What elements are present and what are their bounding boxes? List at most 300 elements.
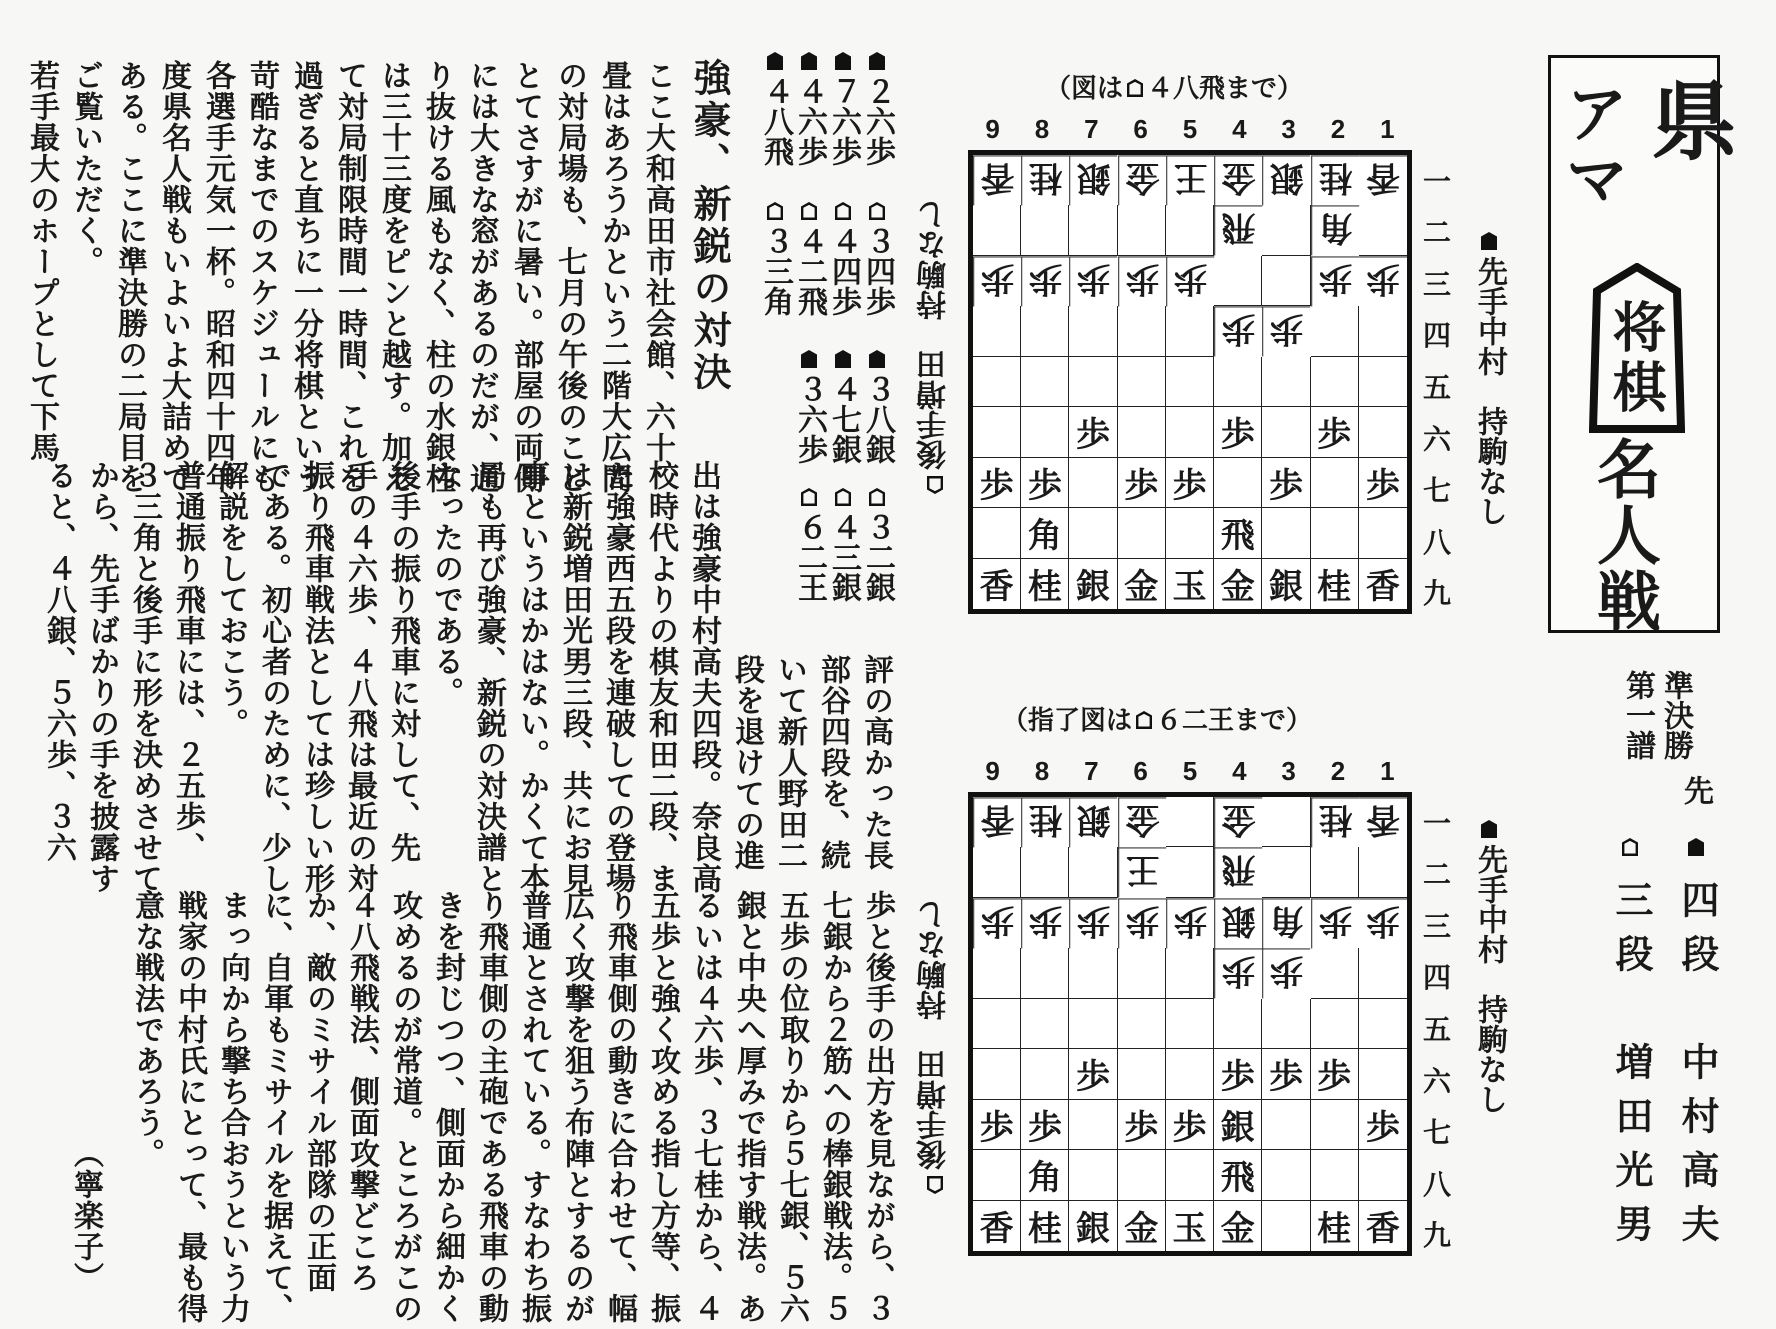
article-column: 後手の振り飛車に対して、先 — [385, 460, 420, 863]
board-square — [1166, 1150, 1214, 1200]
board-square: 銀 — [1262, 155, 1310, 205]
article-column: ここ大和高田市社会館、六十 — [640, 60, 675, 463]
board-square: 歩 — [1214, 407, 1262, 457]
board-square — [973, 847, 1021, 897]
gote-player: 三段 増田光男 — [1609, 880, 1654, 1258]
board1-caption — [1045, 68, 1303, 105]
kifu-move-text: ４四歩 — [826, 226, 861, 316]
board-square — [1021, 357, 1069, 407]
article-column: 各選手元気一杯。昭和四十四年 — [200, 60, 235, 494]
file-label: 8 — [1034, 114, 1050, 144]
file-label: 2 — [1330, 756, 1346, 786]
sente-marker-icon — [869, 52, 885, 70]
article-column: 歩と後手の出方を見ながら、３ — [860, 890, 895, 1324]
board-square — [1359, 1150, 1407, 1200]
board-square — [1359, 407, 1407, 457]
board-square: 香 — [1365, 567, 1400, 608]
gote-marker-icon — [869, 488, 885, 506]
board-square: 歩 — [1166, 898, 1214, 948]
board-square: 歩 — [1118, 256, 1166, 306]
rank-label: 四 — [1422, 319, 1451, 353]
file-label: 1 — [1380, 756, 1395, 786]
board-square: 銀 — [1214, 1100, 1262, 1150]
title-box — [1548, 55, 1737, 634]
emblem-text-2: 棋 — [1604, 359, 1668, 413]
sente-marker-icon — [1481, 232, 1497, 250]
board-square — [1311, 306, 1359, 356]
board-square: 飛 — [1214, 1150, 1262, 1200]
board-square — [1262, 205, 1310, 255]
board-square: 金 — [1118, 155, 1166, 205]
article-column: 振り飛車戦法としては珍しい形 — [299, 460, 334, 894]
article-column: まっ向から撃ち合おうという力 — [215, 890, 250, 1324]
board-square: 玉 — [1166, 1201, 1214, 1251]
file-label: 5 — [1182, 756, 1198, 786]
board-square: 歩 — [1069, 256, 1117, 306]
article-column: 若手最大のホープとして下馬 — [24, 60, 59, 463]
board-square — [1262, 407, 1310, 457]
board-square — [1069, 205, 1117, 255]
board-square — [1262, 357, 1310, 407]
kifu-move — [826, 488, 861, 602]
board-square: 歩 — [1359, 898, 1407, 948]
article-column: なったのである。 — [428, 460, 463, 708]
board-square — [1359, 847, 1407, 897]
board-square: 桂 — [1311, 155, 1359, 205]
file-label: 6 — [1133, 114, 1148, 144]
board-square — [1166, 948, 1214, 998]
board1-caption-text: （図は — [1045, 74, 1124, 104]
kifu-move — [860, 202, 895, 316]
sente-player: 四段 中村高夫 — [1675, 880, 1720, 1258]
board-square — [1359, 999, 1407, 1049]
board-square — [1359, 306, 1407, 356]
board-square: 桂 — [1311, 797, 1359, 847]
sente-marker-icon — [767, 52, 783, 70]
article-column: 解説をしておこう。 — [213, 460, 248, 739]
board-square: 歩 — [1214, 306, 1262, 356]
kifu-move-text: ３二銀 — [860, 512, 895, 602]
round-line2: 第一譜 — [1620, 670, 1655, 760]
board-square — [1069, 458, 1117, 508]
board-square: 歩 — [1021, 1100, 1069, 1150]
kifu-move — [792, 52, 827, 166]
gote-marker-icon — [1136, 711, 1152, 729]
article-column: 普通とされている。すなわち振 — [516, 890, 551, 1324]
board-square — [1166, 797, 1214, 847]
board2-caption-text: （指了図は — [1002, 706, 1133, 736]
rank-label: 二 — [1422, 858, 1451, 892]
board-square — [1214, 458, 1262, 508]
board-square — [1166, 1049, 1214, 1099]
board-square: 歩 — [1021, 898, 1069, 948]
board-square — [1069, 847, 1117, 897]
board-square: 銀 — [1214, 898, 1262, 948]
gote-marker-icon — [1127, 79, 1143, 97]
article-column: ると、４八銀、５六歩、３六 — [41, 460, 76, 863]
article-column: 事というはかはない。かくて本 — [514, 460, 549, 894]
file-label: 2 — [1330, 114, 1346, 144]
article-column: り飛車側の主砲である飛車の動 — [473, 890, 508, 1324]
board-square — [1069, 999, 1117, 1049]
board-square — [1166, 407, 1214, 457]
kifu-move-text: ４八飛 — [758, 76, 793, 166]
board-square — [1166, 306, 1214, 356]
article-column: 五歩と強く攻める指し方等、振 — [645, 890, 680, 1324]
file-label: 9 — [985, 756, 1000, 786]
gote-marker-icon — [767, 202, 783, 220]
rank-label: 五 — [1422, 1013, 1451, 1046]
gote-marker-icon — [835, 488, 851, 506]
article-column: に、自軍もミサイルを据えて、 — [258, 890, 293, 1324]
rank-label: 一 — [1422, 164, 1451, 198]
board-square — [1118, 1049, 1166, 1099]
article-column: か、敵のミサイル部隊の正面 — [301, 890, 336, 1293]
file-label: 6 — [1133, 756, 1148, 786]
board-square: 歩 — [1262, 306, 1310, 356]
board-square — [1359, 205, 1407, 255]
article-column: 部谷四段を、続 — [815, 654, 850, 871]
kifu-move-text: ３六歩 — [792, 374, 827, 464]
kifu-move — [792, 488, 827, 602]
kifu-move — [758, 52, 793, 166]
board-square — [1311, 1100, 1359, 1150]
article-column: ある。ここに準決勝の二局目を — [112, 60, 147, 494]
board2-sente-label — [1472, 820, 1507, 1114]
board-square: 歩 — [1166, 458, 1214, 508]
article-column: 畳はあろうかという二階大広間 — [596, 60, 631, 494]
board2-caption-move: ６二王まで） — [1156, 706, 1313, 736]
kifu-move-text: ４七銀 — [826, 374, 861, 464]
board1-gote-label — [917, 200, 952, 494]
board-square: 王 — [1166, 155, 1214, 205]
kifu-move — [826, 52, 861, 166]
board-square: 歩 — [1118, 898, 1166, 948]
file-label: 1 — [1380, 114, 1395, 144]
board-square: 桂 — [1311, 559, 1359, 609]
file-label: 9 — [985, 114, 1000, 144]
rank-label: 三 — [1422, 267, 1451, 301]
article-column: 銀と中央へ厚みで指す戦法。あ — [731, 890, 766, 1324]
shogi-board-1 — [968, 150, 1412, 614]
article-headline: 強豪、新鋭の対決 — [687, 58, 732, 394]
gote-marker-icon — [927, 1176, 943, 1194]
board-square: 歩 — [1069, 1049, 1117, 1099]
board-square — [1118, 948, 1166, 998]
board-square: 歩 — [1359, 1100, 1407, 1150]
board-square — [973, 1150, 1021, 1200]
board-square — [1166, 508, 1214, 558]
board-square: 歩 — [1166, 256, 1214, 306]
sente-marker-icon — [801, 350, 817, 368]
file-label: 7 — [1084, 114, 1099, 144]
board-square: 銀 — [1262, 559, 1310, 609]
article-column: るいは４六歩、３七桂から、４ — [688, 890, 723, 1324]
article-column: 評の高かった長 — [858, 654, 893, 871]
board-square — [1069, 948, 1117, 998]
gote-marker-icon — [835, 202, 851, 220]
board-square — [1359, 508, 1407, 558]
rank-label: 五 — [1422, 371, 1451, 404]
board-square: 金 — [1118, 559, 1166, 609]
board-square — [1118, 306, 1166, 356]
board-square — [1021, 205, 1069, 255]
article-column: り飛車側の動きに合わせて、幅 — [602, 890, 637, 1324]
board-square — [973, 999, 1021, 1049]
board-square: 玉 — [1166, 559, 1214, 609]
gote-marker-icon — [1622, 838, 1638, 860]
rank-label: 九 — [1422, 577, 1451, 611]
article-column: た強豪西五段を連破しての登場 — [600, 460, 635, 894]
board-square: 飛 — [1214, 508, 1262, 558]
board-square — [1118, 508, 1166, 558]
board-square: 金 — [1214, 559, 1262, 609]
title-meijinsen: 名人戦 — [1586, 436, 1661, 634]
board-square: 歩 — [1021, 458, 1069, 508]
kifu-move-text: ４六歩 — [792, 76, 827, 166]
board2-gote-text: 後手増田 持駒なし — [917, 900, 952, 1170]
gote-marker-icon — [801, 488, 817, 506]
shogi-board-2 — [968, 792, 1412, 1256]
board-square — [1118, 999, 1166, 1049]
board-square — [1214, 256, 1262, 306]
sente-marker-icon — [1688, 838, 1704, 860]
board-square — [1166, 205, 1214, 255]
kifu-move — [860, 350, 895, 464]
board-square: 歩 — [1311, 256, 1359, 306]
rank-label: 七 — [1422, 474, 1451, 508]
board-square — [1069, 1150, 1117, 1200]
article-column: である。初心者のために、少し — [256, 460, 291, 894]
board-square: 金 — [1118, 1201, 1166, 1251]
board-square: 歩 — [1069, 407, 1117, 457]
article-column: 七銀から２筋への棒銀戦法。５ — [817, 890, 852, 1324]
sente-marker-icon — [801, 52, 817, 70]
board-square — [973, 407, 1021, 457]
board-square: 金 — [1214, 1201, 1262, 1251]
file-label: 3 — [1281, 756, 1296, 786]
board-square — [1311, 357, 1359, 407]
kifu-move — [792, 202, 827, 316]
article-column: 五歩の位取りから５七銀、５六 — [774, 890, 809, 1324]
board-square — [1166, 847, 1214, 897]
board-square: 香 — [973, 797, 1021, 847]
rank-label: 六 — [1422, 422, 1451, 456]
article-column: は三十三度をピンと越す。加え — [376, 60, 411, 494]
board-square — [1359, 948, 1407, 998]
kifu-move-text: ３三角 — [758, 226, 793, 316]
board-square — [1021, 999, 1069, 1049]
board-square — [973, 508, 1021, 558]
kifu-move-text: ７六歩 — [826, 76, 861, 166]
sente-marker-icon — [835, 350, 851, 368]
emblem-text-1: 将 — [1604, 299, 1668, 353]
board-square — [1021, 948, 1069, 998]
board-square — [1069, 357, 1117, 407]
article-column: 出は強豪中村高夫四段。奈良高 — [686, 460, 721, 894]
board-square — [1021, 1049, 1069, 1099]
board-square: 角 — [1021, 1150, 1069, 1200]
board-square: 歩 — [973, 898, 1021, 948]
board-square — [1021, 847, 1069, 897]
board-square — [1262, 797, 1310, 847]
kifu-move-text: ４二飛 — [792, 226, 827, 316]
board-square — [1262, 1100, 1310, 1150]
rank-label: 八 — [1422, 1167, 1451, 1201]
board-square: 香 — [973, 559, 1021, 609]
kifu-move-text: ３四歩 — [860, 226, 895, 316]
article-column: から、先手ばかりの手を披露す — [84, 460, 119, 894]
board-square — [973, 306, 1021, 356]
article-column: 攻めるのが常道。ところがこの — [387, 890, 422, 1324]
board-square — [1262, 1150, 1310, 1200]
board-square: 歩 — [973, 256, 1021, 306]
board-square — [1311, 508, 1359, 558]
board-square: 銀 — [1069, 1201, 1117, 1251]
title-ama: アマ — [1554, 80, 1629, 212]
board-square — [1262, 1201, 1310, 1251]
board-square: 香 — [1359, 155, 1407, 205]
article-column: て対局制限時間一時間、これを — [332, 60, 367, 494]
article-column: 局も再び強豪、新鋭の対決譜と — [471, 460, 506, 894]
board-square: 香 — [973, 1201, 1021, 1251]
article-column: ４八飛戦法、側面攻撃どころ — [344, 890, 379, 1293]
board-square: 歩 — [1214, 948, 1262, 998]
file-label: 3 — [1281, 114, 1296, 144]
board-square — [1118, 407, 1166, 457]
sente-marker-icon — [835, 52, 851, 70]
board-square: 飛 — [1214, 205, 1262, 255]
shogi-emblem — [1589, 263, 1685, 433]
board-square: 銀 — [1069, 155, 1117, 205]
article-column: 過ぎると直ちに一分将棋という — [288, 60, 323, 494]
board-square — [1262, 999, 1310, 1049]
board2-gote-label — [917, 900, 952, 1194]
board-square: 金 — [1118, 797, 1166, 847]
article-column: とてさすがに暑い。部屋の両側 — [508, 60, 543, 494]
rank-label: 七 — [1422, 1116, 1451, 1150]
board-square: 歩 — [1311, 898, 1359, 948]
board-square: 金 — [1214, 797, 1262, 847]
board-square: 歩 — [1262, 458, 1310, 508]
board-square — [1311, 1150, 1359, 1200]
board-square: 歩 — [1214, 1049, 1262, 1099]
sente-role: 先 — [1678, 775, 1713, 805]
article-column: り抜ける風もなく、柱の水銀柱 — [420, 60, 455, 494]
board-square — [1311, 948, 1359, 998]
gote-marker-icon — [927, 476, 943, 494]
board-square — [1118, 357, 1166, 407]
article-column: 段を退けての進 — [729, 654, 764, 871]
board-square: 角 — [1262, 898, 1310, 948]
article-column: ３三角と後手に形を決めさせて — [127, 460, 162, 894]
board-square — [1311, 458, 1359, 508]
board-square: 香 — [1365, 1209, 1400, 1250]
rank-label: 三 — [1422, 909, 1451, 943]
board-square: 角 — [1311, 205, 1359, 255]
board1-gote-text: 後手増田 持駒なし — [917, 200, 952, 470]
kifu-move-text: ２六歩 — [860, 76, 895, 166]
article-column: の対局場も、七月の午後のこと — [552, 60, 587, 494]
board-square: 歩 — [1359, 256, 1407, 306]
board-square: 歩 — [1118, 458, 1166, 508]
article-column: には大きな窓があるのだが、通 — [464, 60, 499, 494]
rank-label: 二 — [1422, 216, 1451, 250]
rank-label: 九 — [1422, 1219, 1451, 1253]
file-label: 5 — [1182, 114, 1198, 144]
article-signature: （寧楽子） — [68, 1138, 103, 1293]
board-square: 桂 — [1021, 797, 1069, 847]
board-square — [1214, 999, 1262, 1049]
board-square: 歩 — [1262, 948, 1310, 998]
board-square: 歩 — [1359, 458, 1407, 508]
board-square: 歩 — [1118, 1100, 1166, 1150]
kifu-move-text: ６二王 — [792, 512, 827, 602]
board2-caption — [1002, 700, 1312, 737]
gote-marker-icon — [801, 202, 817, 220]
kifu-move-text: ４三銀 — [826, 512, 861, 602]
article-column: いて新人野田二 — [772, 654, 807, 871]
board-square — [1118, 1150, 1166, 1200]
board-square: 歩 — [973, 458, 1021, 508]
board-square: 桂 — [1021, 1201, 1069, 1251]
board-square — [1118, 205, 1166, 255]
rank-label: 四 — [1422, 961, 1451, 995]
board-square — [1214, 357, 1262, 407]
article-column: 普通振り飛車には、２五歩、 — [170, 460, 205, 863]
board1-caption-move: ４八飛まで） — [1147, 74, 1304, 104]
board-square: 王 — [1118, 847, 1166, 897]
board-square — [1262, 508, 1310, 558]
board-square: 香 — [1359, 797, 1407, 847]
rank-label: 六 — [1422, 1064, 1451, 1098]
board-square: 銀 — [1069, 559, 1117, 609]
board-square — [1262, 256, 1310, 306]
board2-sente-text: 先手中村 持駒なし — [1472, 844, 1507, 1114]
kifu-move — [826, 350, 861, 464]
sente-marker-icon — [869, 350, 885, 368]
kifu-move — [792, 350, 827, 464]
kifu-move-text: ３八銀 — [860, 374, 895, 464]
article-column: 意な戦法であろう。 — [129, 890, 164, 1169]
board-square: 歩 — [1166, 1100, 1214, 1150]
board-square — [1166, 357, 1214, 407]
sente-marker-icon — [1481, 820, 1497, 838]
board-square: 飛 — [1214, 847, 1262, 897]
board-square — [973, 948, 1021, 998]
board-square — [973, 357, 1021, 407]
article-column: ご覧いただく。 — [68, 60, 103, 277]
article-column: 度県名人戦もいよいよ大詰めで — [156, 60, 191, 494]
article-column: は新鋭増田光男三段、共にお見 — [557, 460, 592, 894]
board-square: 銀 — [1069, 797, 1117, 847]
board-square — [973, 205, 1021, 255]
article-column: 手の４六歩、４八飛は最近の対 — [342, 460, 377, 894]
board-square — [1311, 847, 1359, 897]
board-square: 金 — [1214, 155, 1262, 205]
board-square: 桂 — [1021, 155, 1069, 205]
rank-label: 八 — [1422, 525, 1451, 559]
board-square: 角 — [1021, 508, 1069, 558]
rank-label: 一 — [1422, 806, 1451, 840]
board-square — [1069, 306, 1117, 356]
board-square: 桂 — [1021, 559, 1069, 609]
article-column: 苛酷なまでのスケジュールにも — [244, 60, 279, 494]
round-line1: 準決勝 — [1658, 670, 1693, 760]
board-square — [973, 1049, 1021, 1099]
kifu-move — [826, 202, 861, 316]
file-label: 8 — [1034, 756, 1050, 786]
